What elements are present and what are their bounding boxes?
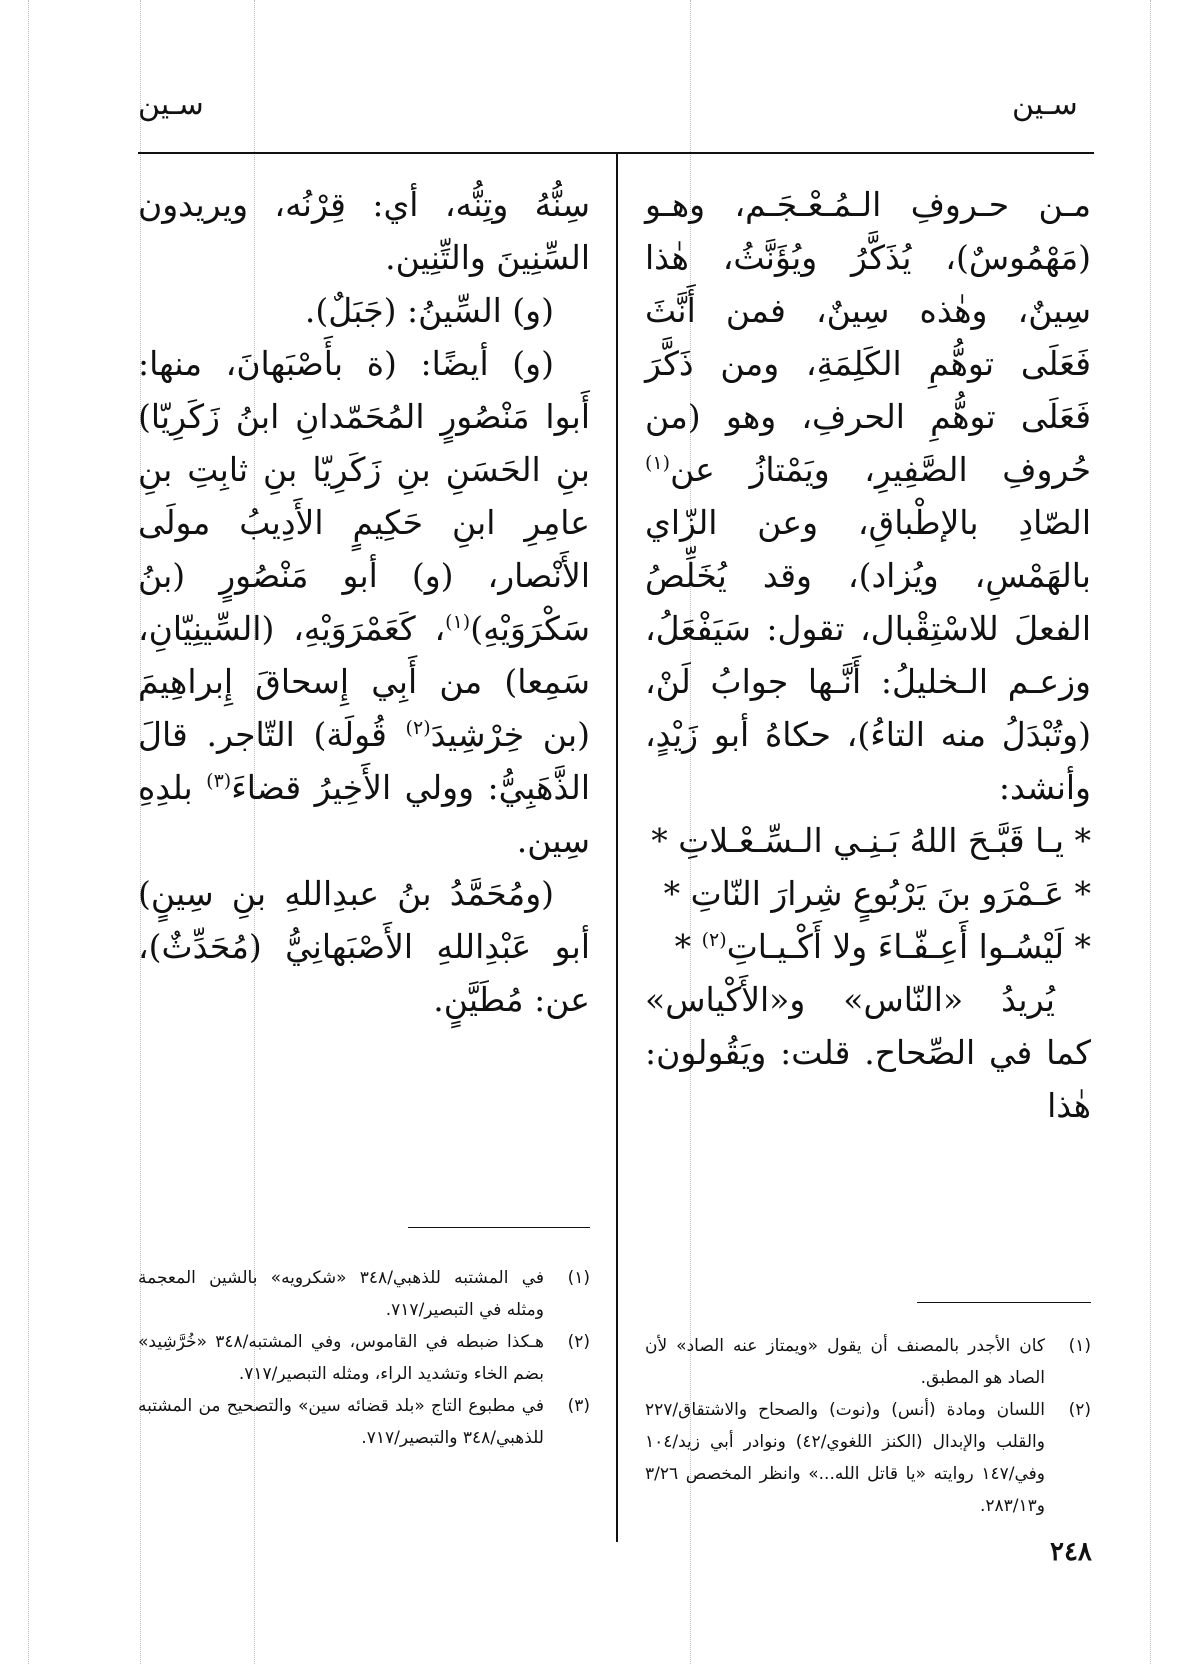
right-footnotes [645, 1330, 1091, 1522]
verse-line: * عَـمْرَو بنَ يَرْبُوعٍ شِرارَ النّاتِ * [663, 874, 1091, 913]
scan-dotted-line [28, 0, 29, 1664]
footnote-ref[interactable]: (٢) [405, 717, 431, 739]
text: الصّادِ بالإطْباقِ، وعن الزّاي بالهَمْسِ، ويُزاد)، وقد يُخَلِّصُ الفعلَ للاسْتِقْبال، تقول: سَيَفْعَلُ، وزعـم الـخليلُ: أَنَّـها جوابُ لَنْ، (وتُبْدَلُ منه التاءُ)، حكاهُ أبو زَيْدٍ، وأنشد: [645, 503, 1091, 807]
footnote-text: في المشتبه للذهبي/٣٤٨ «شكرويه» بالشين المعجمة ومثله في التبصير/٧١٧. [138, 1268, 544, 1320]
text: (و) أيضًا: (ة بأَصْبَهانَ، منها: أَبوا مَنْصُورٍ المُحَمّدانِ ابنُ زَكَرِيّا) بنِ الحَسَنِ بنِ زَكَرِيّا بنِ ثابِتِ بنِ عامِرِ ابنِ حَكِيمٍ الأَدِيبُ مولَى الأَنْصار، (و) أبو مَنْصُورٍ (بنُ سَكْرَوَيْهِ) [138, 344, 590, 648]
footnote [645, 1394, 1091, 1522]
paragraph: (ومُحَمَّدُ بنُ عبدِاللهِ بنِ سِينٍ) أبو عَبْدِاللهِ الأَصْبَهانِيُّ (مُحَدِّثٌ)، عن: مُطَيَّنٍ. [138, 874, 590, 1019]
text: * لَيْسُـوا أَعِـفّـاءَ ولا أَكْـيـاتِ [726, 927, 1091, 966]
footnote-ref[interactable]: (١) [645, 452, 671, 474]
footnote-text: في مطبوع التاج «بلد قضائه سين» والتصحيح من المشتبه للذهبي/٣٤٨ والتبصير/٧١٧. [138, 1396, 544, 1448]
footnote-number: (٢) [1068, 1400, 1091, 1420]
paragraph [138, 337, 590, 867]
text: قُولَة) التّاجر. قالَ الذَّهَبِيُّ: وولي الأَخِيرُ قضاءَ [138, 715, 590, 807]
footnote-text: هـكذا ضبطه في القاموس، وفي المشتبه/٣٤٨ «خُرَّشِيد» بضم الخاء وتشديد الراء، ومثله التبصير/٧١٧. [138, 1332, 544, 1384]
footnote-ref[interactable]: (٣) [206, 770, 232, 792]
footnote-number: (٢) [567, 1332, 590, 1352]
running-header-right: سـين [1012, 87, 1078, 122]
footnote [645, 1330, 1091, 1394]
column-divider [616, 152, 618, 1542]
footnote-number: (١) [567, 1268, 590, 1288]
text: ، كَعَمْرَوَيْهِ، (السِّينِيّانِ، سَمِعا) من أَبِي إِسحاقَ إِبراهِيمَ (بن خِرْشِيدَ [138, 609, 590, 754]
scan-dotted-line [1150, 0, 1151, 1664]
right-footnote-rule [917, 1302, 1091, 1303]
paragraph: يُريدُ «النّاس» و«الأَكْياس» كما في الصِّحاح. قلت: ويَقُولون: هٰذا [645, 980, 1091, 1125]
right-column [645, 178, 1091, 1132]
paragraph: (و) السِّينُ: (جَبَلٌ). [304, 291, 554, 330]
left-column [138, 178, 590, 1026]
left-footnotes [138, 1262, 590, 1454]
footnote-number: (٣) [567, 1396, 590, 1416]
footnote-text: كان الأجدر بالمصنف أن يقول «ويمتاز عنه الصاد» لأن الصاد هو المطبق. [645, 1336, 1045, 1388]
footnote [138, 1390, 590, 1454]
left-footnote-rule [408, 1227, 590, 1228]
running-header-left: سـين [138, 87, 204, 122]
text: بلدِهِ سِين. [138, 768, 590, 860]
verse-line: * يـا قَبَّـحَ اللهُ بَـنِـي الـسِّـعْـلاتِ * [651, 821, 1091, 860]
footnote-ref[interactable]: (٢) [701, 929, 727, 951]
page-number: ٢٤٨ [1050, 1537, 1092, 1567]
paragraph: سِنُّهُ وتِنُّه، أي: قِرْنُه، ويريدون السِّنِينَ والتِّنِين. [138, 185, 590, 277]
verse-line [645, 920, 1091, 973]
text: مـن حـروفِ الـمُـعْـجَـم، وهـو (مَهْمُوسٌ)، يُذَكَّرُ ويُؤَنَّثُ، هٰذا سِينٌ، وهٰذه سِينٌ، فمن أَنَّثَ فَعَلَى توهُّمِ الكَلِمَةِ، ومن ذَكَّرَ فَعَلَى توهُّمِ الحرفِ، وهو (من حُروفِ الصَّفِيرِ، ويَمْتازُ عن [645, 185, 1091, 489]
footnote-ref[interactable]: (١) [445, 611, 471, 633]
footnote [138, 1326, 590, 1390]
paragraph [645, 178, 1091, 814]
footnote-text: اللسان ومادة (أنس) و(نوت) والصحاح والاشتقاق/٢٢٧ والقلب والإبدال (الكنز اللغوي/٤٢) ونوادر أبي زيد/١٠٤ وفي/١٤٧ روايته «يا قاتل الله...» وانظر المخصص ٣/٢٦ و٢٨٣/١٣. [645, 1400, 1045, 1516]
footnote [138, 1262, 590, 1326]
footnote-number: (١) [1068, 1336, 1091, 1356]
text: * [674, 927, 702, 966]
